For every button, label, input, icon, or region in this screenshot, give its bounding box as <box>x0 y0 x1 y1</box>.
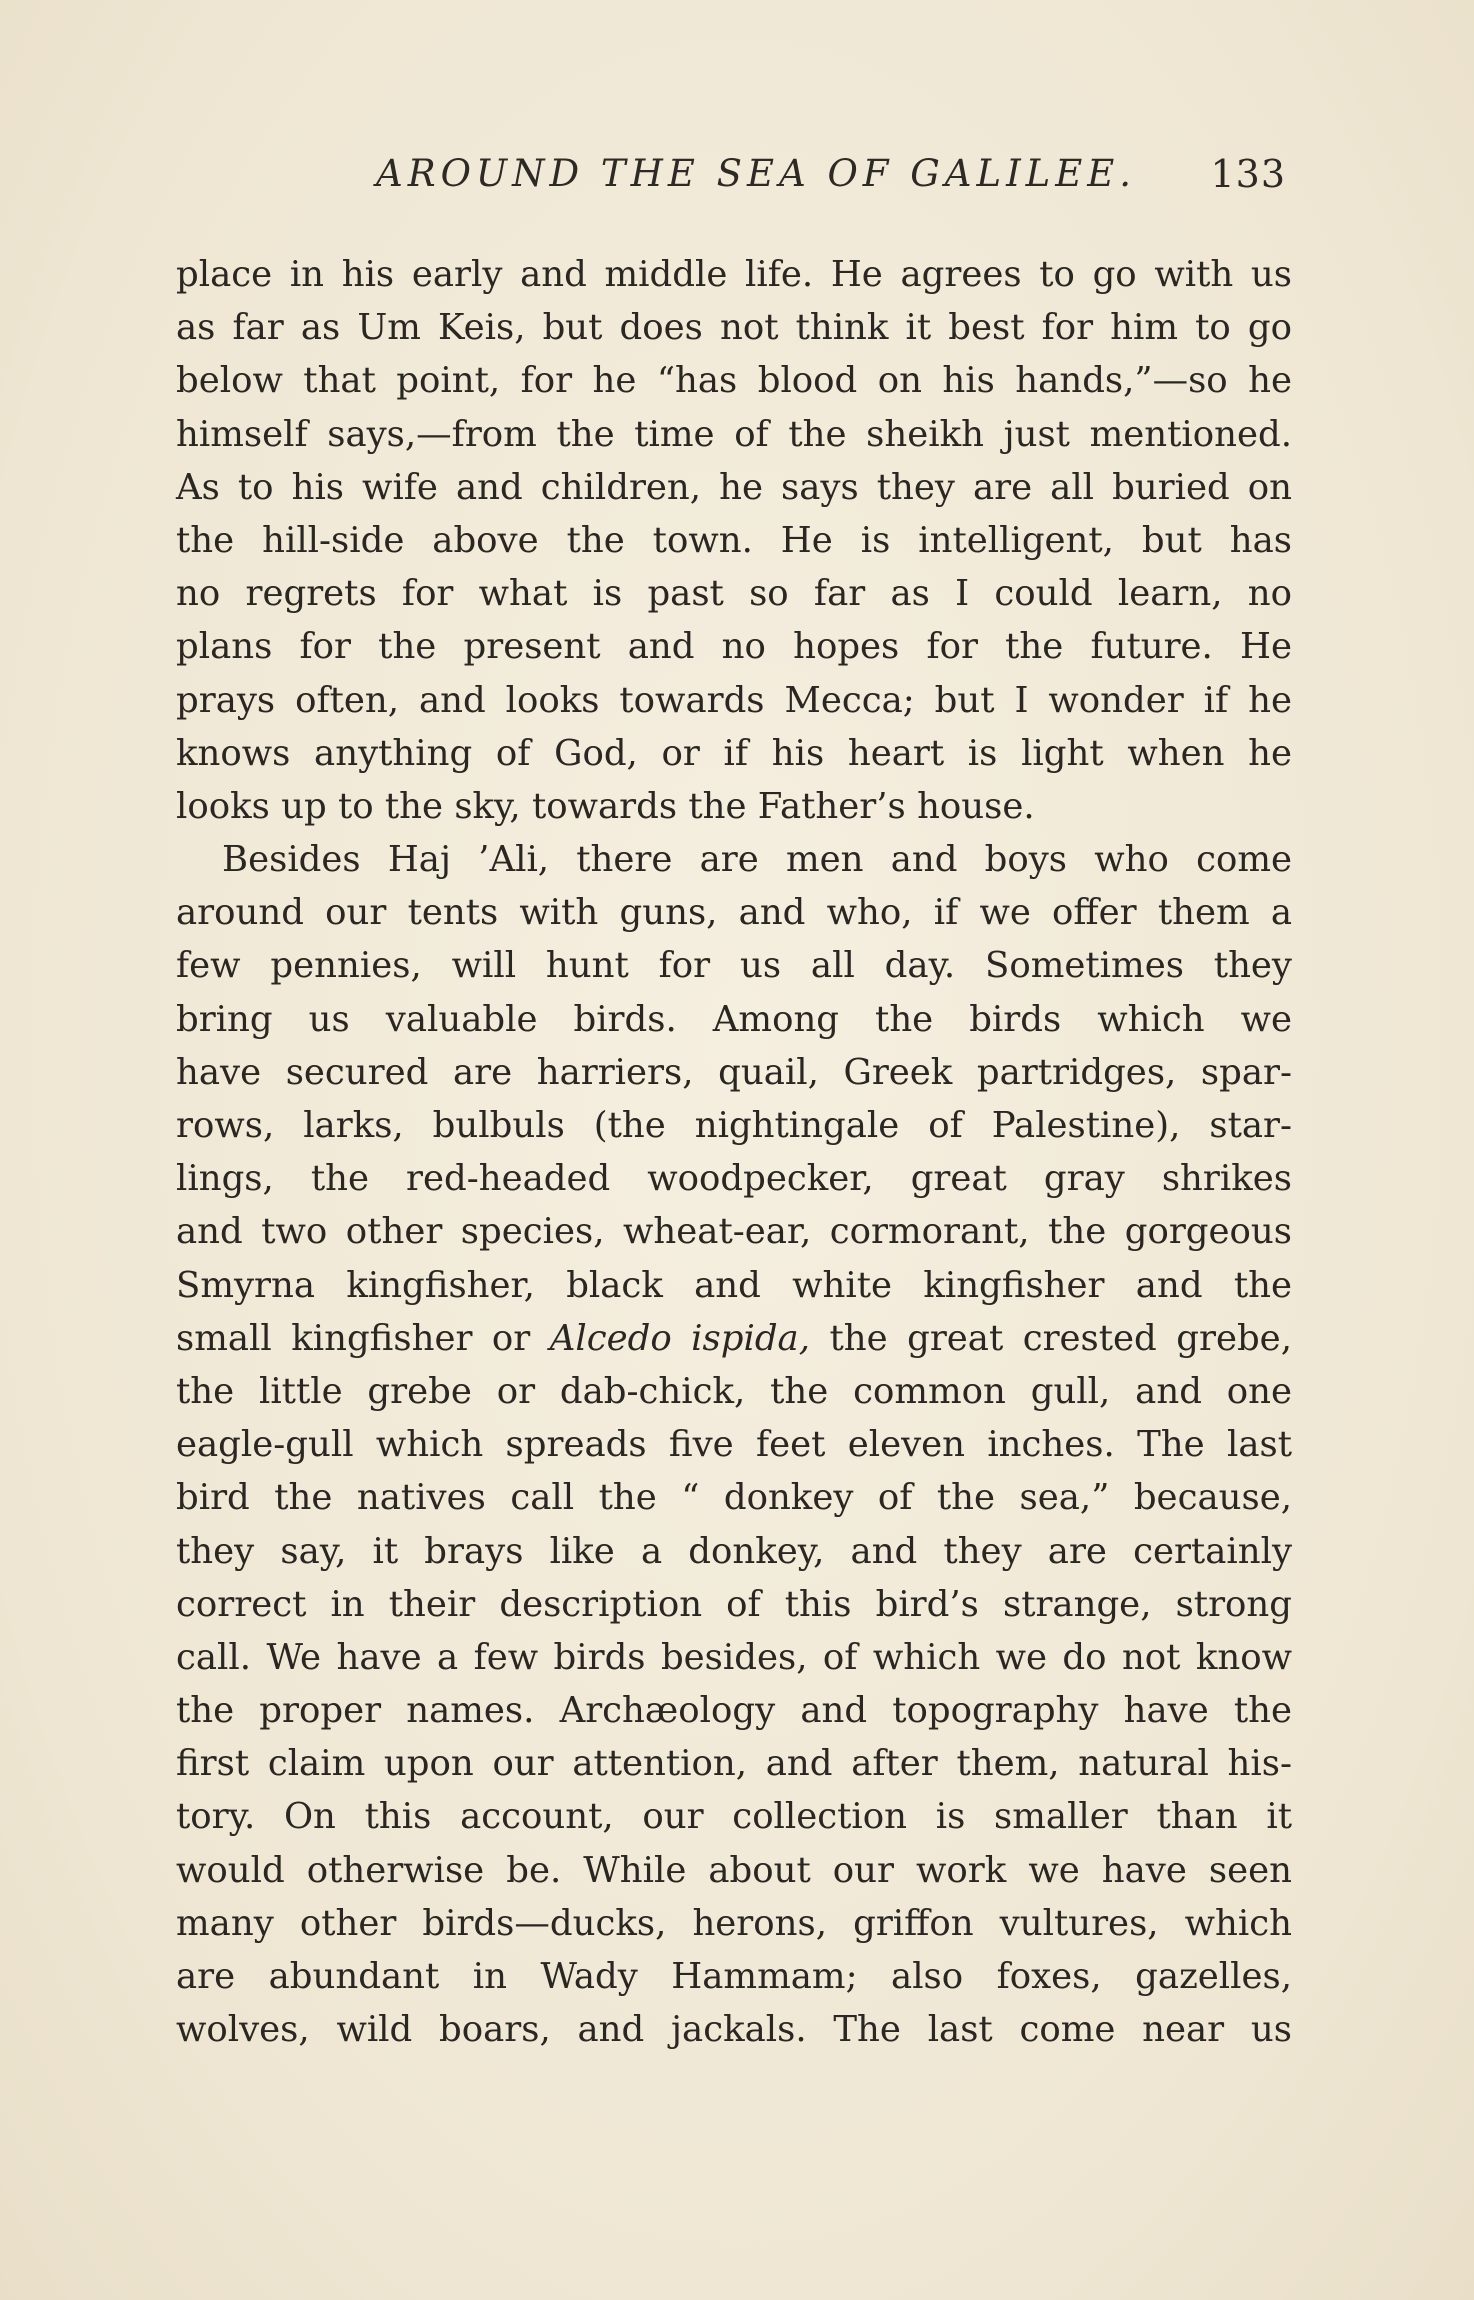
text-line: would otherwise be. While about our work we have seen <box>176 1849 1292 1891</box>
text-line: have secured are harriers, quail, Greek partridges, spar- <box>176 1051 1292 1093</box>
text-line: tory. On this account, our collection is smaller than it <box>176 1796 1292 1838</box>
line-prefix: small kingfisher or <box>176 1317 550 1359</box>
text-line: the proper names. Archæology and topography have the <box>176 1690 1292 1732</box>
text-line: call. We have a few birds besides, of which we do not know <box>176 1636 1292 1678</box>
text-line: the little grebe or dab-chick, the common gull, and one <box>176 1370 1292 1412</box>
text-line: and two other species, wheat-ear, cormorant, the gorgeous <box>176 1211 1292 1253</box>
text-line: place in his early and middle life. He agrees to go with us <box>176 254 1292 295</box>
text-line: As to his wife and children, he says they are all buried on <box>176 466 1292 508</box>
page-number: 133 <box>1210 152 1286 196</box>
latin-species-name: Alcedo ispida, <box>549 1317 810 1359</box>
text-line: the hill-side above the town. He is intelligent, but has <box>176 519 1292 561</box>
text-line: are abundant in Wady Hammam; also foxes, gazelles, <box>176 1956 1292 1997</box>
text-line: correct in their description of this bird’s strange, strong <box>176 1583 1292 1625</box>
text-line: eagle-gull which spreads five feet eleven inches. The last <box>176 1424 1292 1466</box>
text-line: plans for the present and no hopes for the future. He <box>176 626 1292 668</box>
text-line: few pennies, will hunt for us all day. Sometimes they <box>176 945 1292 987</box>
text-line: many other birds—ducks, herons, griffon vultures, which <box>176 1902 1292 1944</box>
text-line-with-species-name <box>176 1312 1292 1365</box>
text-line: knows anything of God, or if his heart is light when he <box>176 732 1292 774</box>
line-suffix: the great crested grebe, <box>810 1317 1292 1359</box>
paragraph-start-line: Besides Haj ’Ali, there are men and boys who come <box>222 839 1292 881</box>
text-line: below that point, for he “has blood on his hands,”—so he <box>176 360 1292 402</box>
text-line: as far as Um Keis, but does not think it best for him to go <box>176 307 1292 349</box>
text-line: no regrets for what is past so far as I could learn, no <box>176 573 1292 615</box>
text-line: rows, larks, bulbuls (the nightingale of Palestine), star- <box>176 1105 1292 1146</box>
text-line: around our tents with guns, and who, if we offer them a <box>176 892 1292 934</box>
text-line: bird the natives call the “ donkey of the sea,” because, <box>176 1477 1292 1519</box>
text-line: prays often, and looks towards Mecca; but I wonder if he <box>176 679 1292 721</box>
text-line: bring us valuable birds. Among the birds which we <box>176 998 1292 1040</box>
body-text <box>176 248 1292 2056</box>
text-line: wolves, wild boars, and jackals. The last come near us <box>176 2009 1292 2051</box>
text-line: lings, the red-headed woodpecker, great gray shrikes <box>176 1158 1292 1200</box>
paragraph-end-line: looks up to the sky, towards the Father’s house. <box>176 785 1035 827</box>
text-line: first claim upon our attention, and after them, natural his- <box>176 1743 1292 1785</box>
running-title: AROUND THE SEA OF GALILEE. <box>376 152 1137 195</box>
text-line: they say, it brays like a donkey, and they are certainly <box>176 1530 1292 1572</box>
text-line: himself says,—from the time of the sheikh just mentioned. <box>176 413 1292 455</box>
running-head <box>176 152 1292 212</box>
text-line: Smyrna kingfisher, black and white kingfisher and the <box>176 1264 1292 1306</box>
